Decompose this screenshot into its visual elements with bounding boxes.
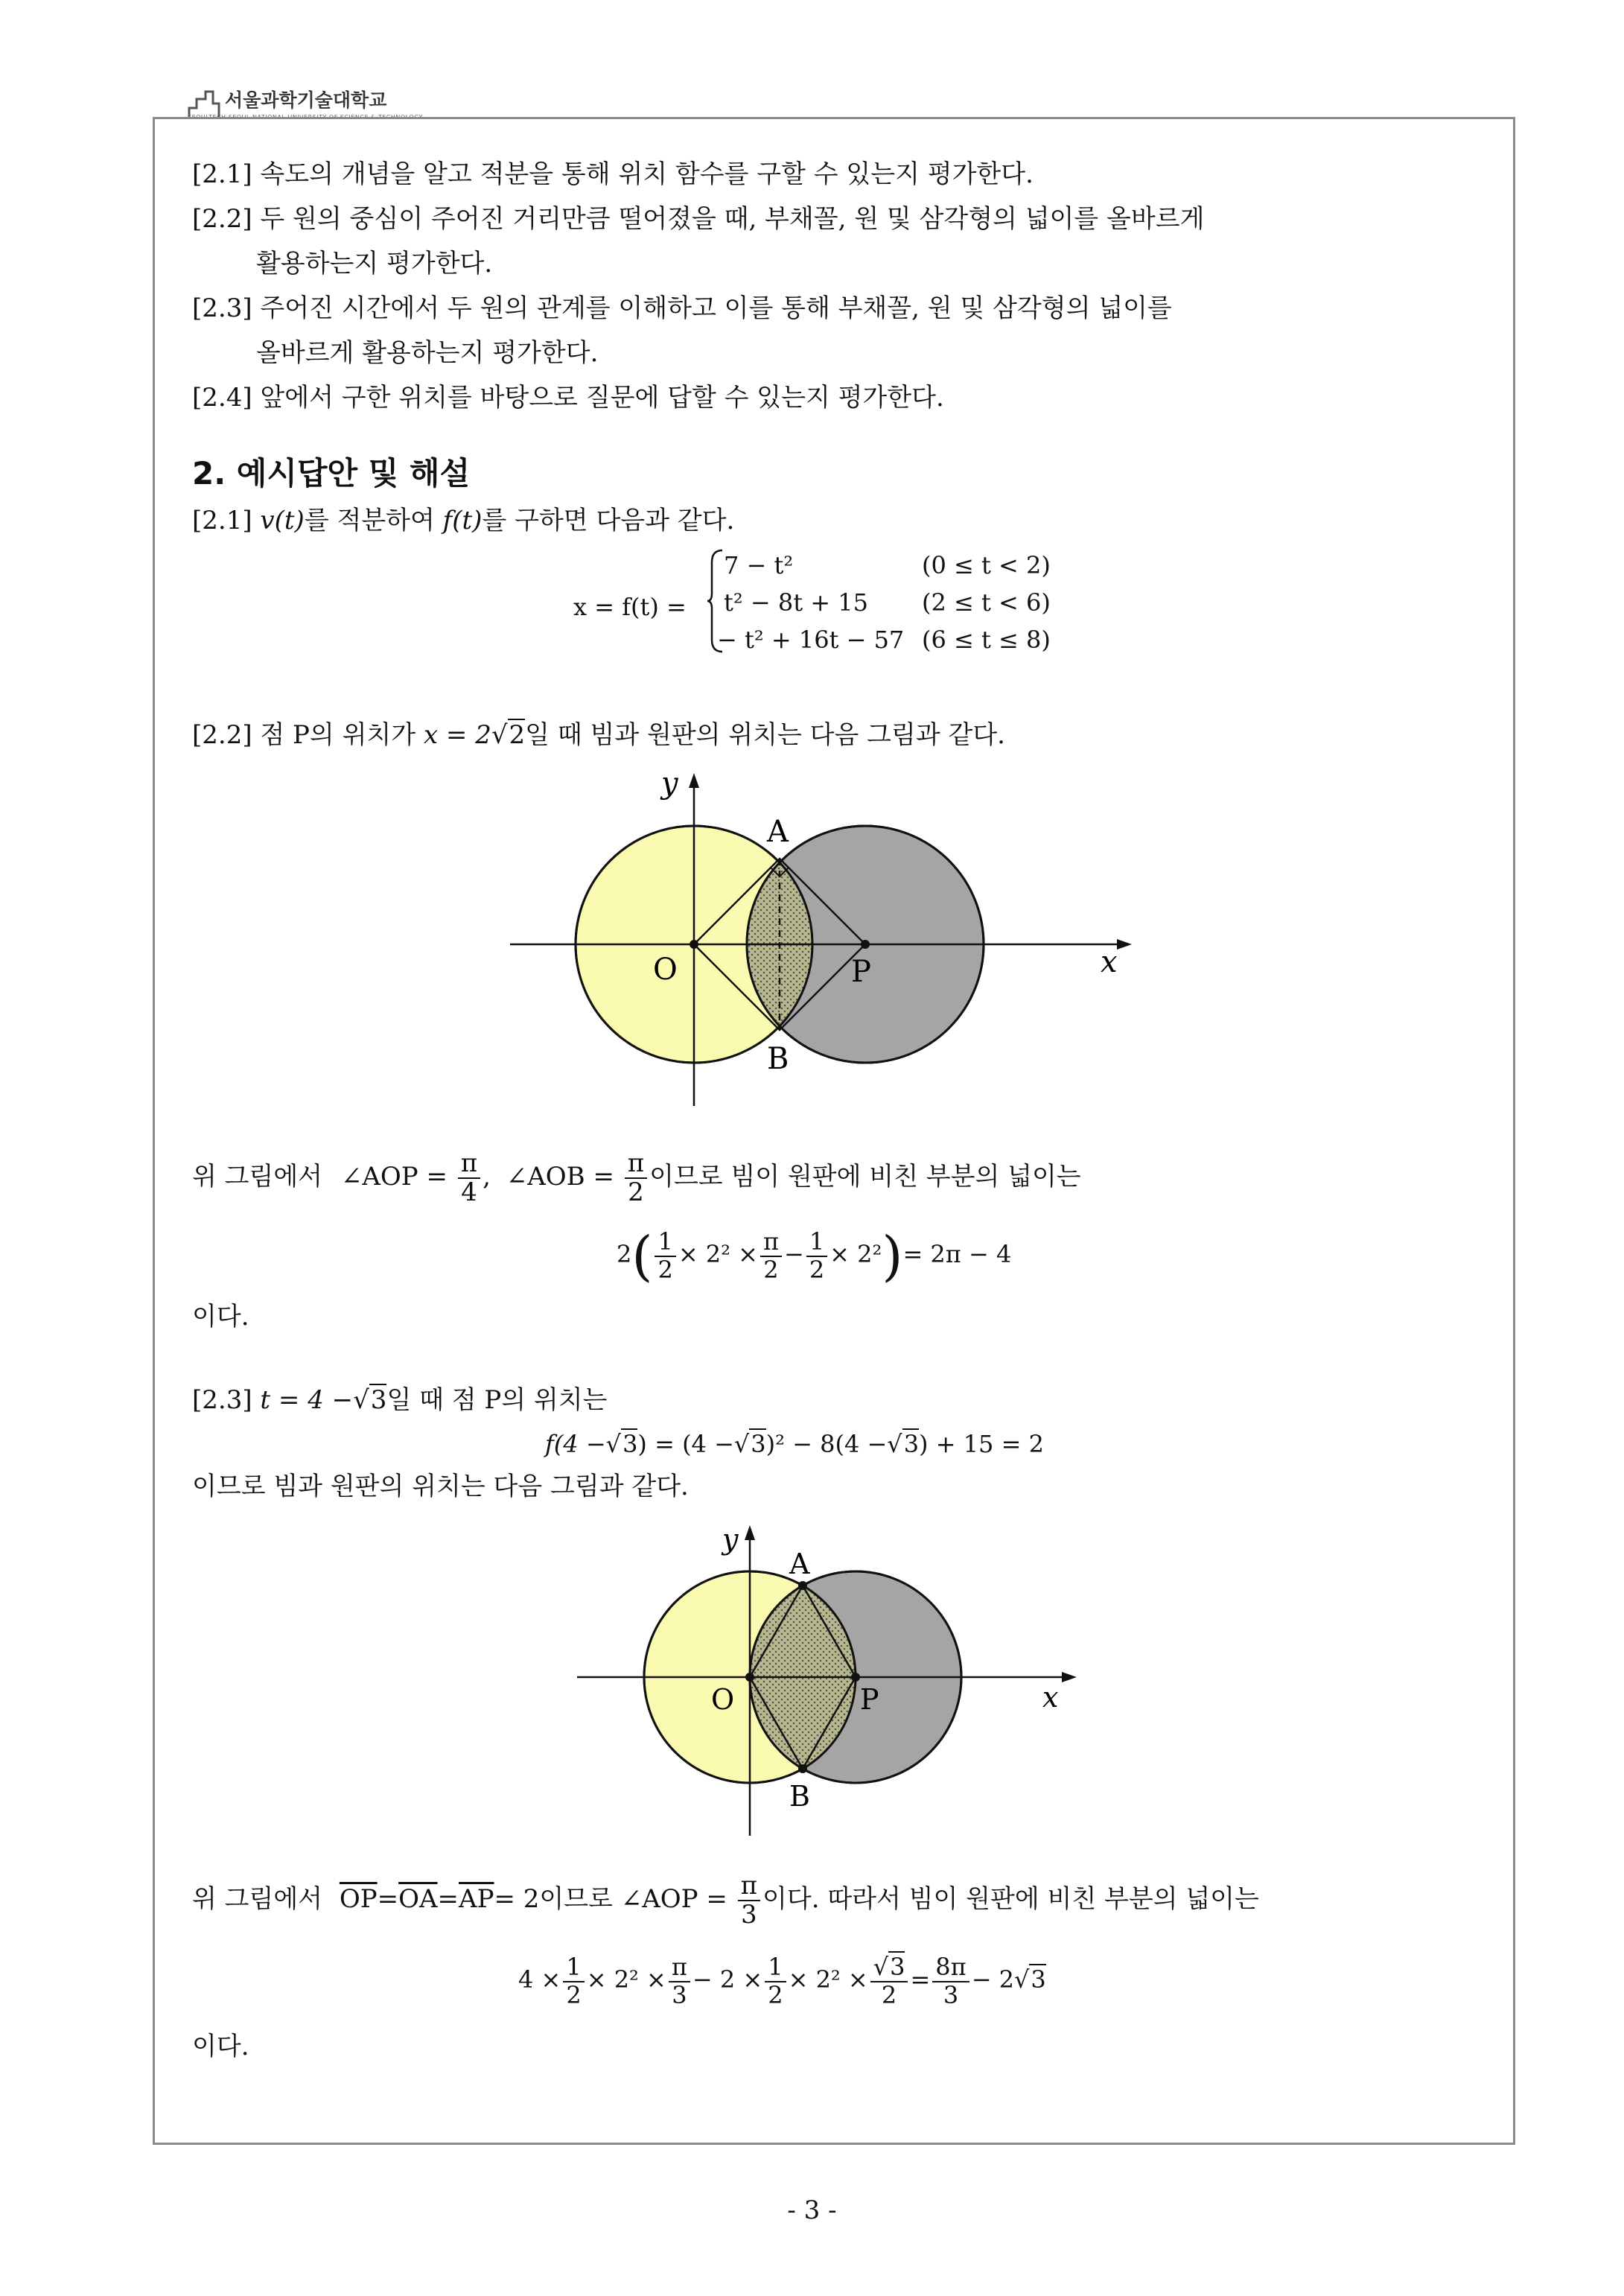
sqrt-radicand: 3 bbox=[622, 1430, 638, 1458]
answer-2-3-intro bbox=[192, 1384, 607, 1416]
answer-2-2-intro bbox=[192, 719, 1005, 751]
frac-num: π bbox=[625, 1150, 647, 1179]
label-B: B bbox=[789, 1780, 810, 1813]
formula-part: × 2² × bbox=[678, 1240, 758, 1268]
eq-sign: = bbox=[910, 1965, 931, 1994]
page-number: - 3 - bbox=[787, 2195, 837, 2225]
answer-2-2-text: [2.2] 점 P의 위치가 bbox=[192, 720, 416, 750]
criteria-2-2: [2.2] 두 원의 중심이 주어진 거리만큼 떨어졌을 때, 부채꼴, 원 및 삼각형의 넓이를 올바르게 bbox=[192, 204, 1205, 234]
segment-OP: $\overline{OP}$ bbox=[339, 1884, 378, 1914]
frac-num: 1 bbox=[806, 1229, 827, 1256]
frac-num: 8π bbox=[932, 1954, 969, 1982]
frac-num: π bbox=[738, 1872, 760, 1901]
eq-sign: = bbox=[377, 1884, 399, 1914]
sqrt-radicand: 3 bbox=[903, 1430, 920, 1458]
sqrt-radicand: 3 bbox=[890, 1953, 905, 1982]
angle-sentence-2-2 bbox=[192, 1147, 1081, 1206]
frac-num: π bbox=[458, 1150, 480, 1179]
angle-text: 위 그림에서 bbox=[192, 1884, 323, 1914]
criteria-2-3-cont: 올바르게 활용하는지 평가한다. bbox=[256, 338, 599, 368]
piecewise-lhs: x = f(t) = bbox=[573, 593, 687, 621]
formula-result: = 2π − 4 bbox=[902, 1240, 1012, 1268]
criteria-2-2-cont: 활용하는지 평가한다. bbox=[256, 249, 493, 279]
formula-part: 4 × bbox=[518, 1965, 561, 1994]
label-B: B bbox=[767, 1042, 789, 1076]
frac-num: π bbox=[760, 1229, 782, 1256]
sqrt-radicand: 3 bbox=[370, 1385, 387, 1415]
label-O: O bbox=[711, 1683, 735, 1716]
case-3-expr: − t² + 16t − 57 bbox=[717, 626, 905, 654]
formula-part: − 2 bbox=[971, 1965, 1015, 1994]
angle-text-end: 이므로 빔이 원판에 비친 부분의 넓이는 bbox=[649, 1162, 1081, 1192]
formula-part: × 2² bbox=[829, 1240, 882, 1268]
logo-text: 서울과학기술대학교 bbox=[225, 89, 387, 111]
sqrt-radicand: 2 bbox=[509, 720, 526, 750]
angle-sentence-2-3 bbox=[192, 1869, 1259, 1929]
angle-text-end: 이다. 따라서 빔이 원판에 비친 부분의 넓이는 bbox=[762, 1884, 1259, 1914]
case-2-expr: t² − 8t + 15 bbox=[724, 588, 868, 617]
frac-den: 4 bbox=[461, 1177, 477, 1207]
velocity-function: v(t) bbox=[260, 506, 305, 535]
figure-1 bbox=[506, 771, 1147, 1106]
eq-part: ) = (4 − bbox=[637, 1430, 734, 1458]
frac-num: 1 bbox=[765, 1954, 786, 1982]
y-axis-label: y bbox=[661, 771, 678, 801]
y-axis-label: y bbox=[722, 1523, 739, 1556]
sqrt-sign: √ bbox=[353, 1385, 369, 1415]
answer-2-3-label: [2.3] bbox=[192, 1385, 252, 1415]
frac-num: 1 bbox=[655, 1229, 675, 1256]
sqrt-sign: √ bbox=[491, 720, 508, 750]
comma: , bbox=[483, 1162, 491, 1192]
frac-den: 2 bbox=[628, 1177, 644, 1207]
position-computation: f(4 −√3) = (4 −√3)² − 8(4 −√3) + 15 = 2 bbox=[545, 1430, 1044, 1458]
section-title: 2. 예시답안 및 해설 bbox=[192, 455, 471, 492]
area-formula-2-2: 2( $\frac{1}{2}$ × 2² × $\frac{\pi}{2}$ − $\frac{1}{2}$ × 2²)= 2π − 4 bbox=[617, 1224, 1012, 1288]
position-value: x = 2 bbox=[423, 720, 491, 750]
criteria-2-1: [2.1] 속도의 개념을 알고 적분을 통해 위치 함수를 구할 수 있는지 평가한다. bbox=[192, 159, 1034, 189]
frac-den: 2 bbox=[566, 1980, 582, 2009]
frac-num: π bbox=[669, 1954, 690, 1982]
sqrt-radicand: 3 bbox=[751, 1430, 766, 1458]
angle-text: 위 그림에서 bbox=[192, 1162, 323, 1192]
label-A: A bbox=[767, 815, 789, 849]
frac-den: 2 bbox=[657, 1255, 673, 1284]
sqrt-radicand: 3 bbox=[1031, 1965, 1046, 1994]
university-logo bbox=[188, 77, 423, 121]
case-2-range: (2 ≤ t < 6) bbox=[922, 588, 1051, 617]
angle-AOB: ∠AOB = bbox=[506, 1162, 614, 1192]
area-formula-2-3: 4 × $\frac{1}{2}$ × 2² × $\frac{\pi}{3}$ − 2 × $\frac{1}{2}$ × 2² × $\frac{√3}{2}$ = $\frac{8\pi}{3}$ − 2√3 bbox=[518, 1953, 1046, 2009]
case-3-range: (6 ≤ t ≤ 8) bbox=[922, 626, 1051, 654]
answer-2-3-line2: 이므로 빔과 원판의 위치는 다음 그림과 같다. bbox=[192, 1472, 689, 1501]
formula-part: − 2 × bbox=[692, 1965, 763, 1994]
angle-AOP: ∠AOP = bbox=[340, 1162, 448, 1192]
coefficient: 2 bbox=[617, 1240, 632, 1268]
frac-den: 2 bbox=[881, 1980, 897, 2009]
answer-2-1-text: 를 적분하여 bbox=[304, 506, 435, 535]
answer-2-1-intro bbox=[192, 504, 734, 537]
closing-2-3: 이다. bbox=[192, 2032, 249, 2061]
label-P: P bbox=[851, 955, 871, 989]
frac-den: 2 bbox=[809, 1255, 825, 1284]
frac-den: 3 bbox=[672, 1980, 687, 2009]
frac-den: 3 bbox=[943, 1980, 959, 2009]
segment-OA: $\overline{OA}$ bbox=[398, 1884, 438, 1914]
label-O: O bbox=[653, 953, 678, 987]
closing-2-2: 이다. bbox=[192, 1302, 249, 1332]
frac-den: 2 bbox=[763, 1255, 779, 1284]
answer-2-3-text: 일 때 점 P의 위치는 bbox=[386, 1385, 608, 1415]
criteria-2-3: [2.3] 주어진 시간에서 두 원의 관계를 이해하고 이를 통해 부채꼴, 원 및 삼각형의 넓이를 bbox=[192, 293, 1172, 323]
answer-2-2-text-end: 일 때 빔과 원판의 위치는 다음 그림과 같다. bbox=[525, 720, 1005, 750]
minus: − bbox=[784, 1240, 804, 1268]
frac-num: 1 bbox=[563, 1954, 584, 1982]
answer-2-1-label: [2.1] bbox=[192, 506, 252, 535]
case-1-range: (0 ≤ t < 2) bbox=[922, 551, 1051, 579]
angle-text: = 2이므로 ∠AOP = bbox=[494, 1884, 727, 1914]
formula-part: × 2² × bbox=[788, 1965, 868, 1994]
x-axis-label: x bbox=[1101, 945, 1118, 979]
frac-den: 2 bbox=[768, 1980, 783, 2009]
position-function: f(t) bbox=[442, 506, 483, 535]
eq-part: ) + 15 = 2 bbox=[919, 1430, 1044, 1458]
answer-2-1-text-end: 를 구하면 다음과 같다. bbox=[482, 506, 735, 535]
label-P: P bbox=[860, 1683, 879, 1716]
logo-subtitle: SEOULTECH SEOUL NATIONAL UNIVERSITY OF SCIENCE & TECHNOLOGY bbox=[188, 114, 423, 121]
formula-part: × 2² × bbox=[586, 1965, 666, 1994]
label-A: A bbox=[789, 1548, 810, 1580]
time-value: t = 4 − bbox=[260, 1385, 354, 1415]
eq-part: f(4 − bbox=[545, 1430, 606, 1458]
case-1-expr: 7 − t² bbox=[724, 551, 794, 579]
segment-AP: $\overline{AP}$ bbox=[459, 1884, 494, 1914]
criteria-2-4: [2.4] 앞에서 구한 위치를 바탕으로 질문에 답할 수 있는지 평가한다. bbox=[192, 383, 944, 413]
x-axis-label: x bbox=[1042, 1681, 1059, 1714]
eq-part: )² − 8(4 − bbox=[765, 1430, 888, 1458]
eq-sign: = bbox=[437, 1884, 459, 1914]
frac-den: 3 bbox=[741, 1900, 757, 1930]
figure-2 bbox=[566, 1516, 1087, 1843]
